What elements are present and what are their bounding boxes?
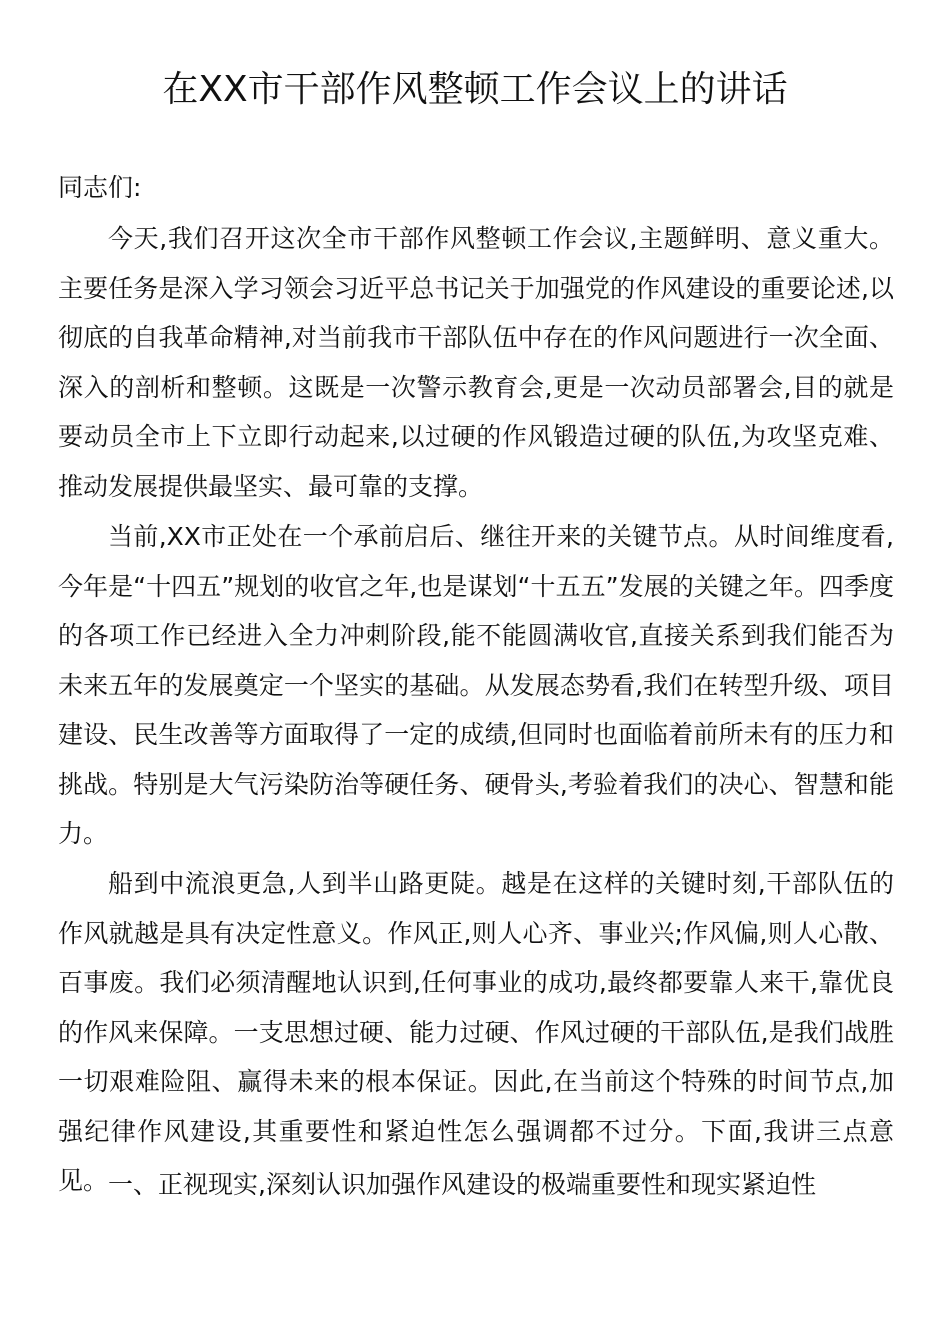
section-heading-1: 一、正视现实,深刻认识加强作风建设的极端重要性和现实紧迫性 [108,1170,816,1199]
paragraph-1: 今天,我们召开这次全市干部作风整顿工作会议,主题鲜明、意义重大。主要任务是深入学习领会习近平总书记关于加强党的作风建设的重要论述,以彻底的自我革命精神,对当前我市干部队伍中存在的作风问题进行一次全面、深入的剖析和整顿。这既是一次警示教育会,更是一次动员部署会,目的就是要动员全市上下立即行动起来,以过硬的作风锻造过硬的队伍,为攻坚克难、推动发展提供最坚实、最可靠的支撑。 [58,224,894,501]
document-title: 在XX市干部作风整顿工作会议上的讲话 [162,69,788,110]
salutation: 同志们: [58,173,142,202]
paragraph-3: 船到中流浪更急,人到半山路更陡。越是在这样的关键时刻,干部队伍的作风就越是具有决定性意义。作风正,则人心齐、事业兴;作风偏,则人心散、百事废。我们必须清醒地认识到,任何事业的成功,最终都要靠人来干,靠优良的作风来保障。一支思想过硬、能力过硬、作风过硬的干部队伍,是我们战胜一切艰难险阻、赢得未来的根本保证。因此,在当前这个特殊的时间节点,加强纪律作风建设,其重要性和紧迫性怎么强调都不过分。下面,我讲三点意见。 [58,869,894,1195]
paragraph-2: 当前,XX市正处在一个承前启后、继往开来的关键节点。从时间维度看,今年是“十四五”规划的收官之年,也是谋划“十五五”发展的关键之年。四季度的各项工作已经进入全力冲刺阶段,能不能圆满收官,直接关系到我们能否为未来五年的发展奠定一个坚实的基础。从发展态势看,我们在转型升级、项目建设、民生改善等方面取得了一定的成绩,但同时也面临着前所未有的压力和挑战。特别是大气污染防治等硬任务、硬骨头,考验着我们的决心、智慧和能力。 [58,522,894,848]
